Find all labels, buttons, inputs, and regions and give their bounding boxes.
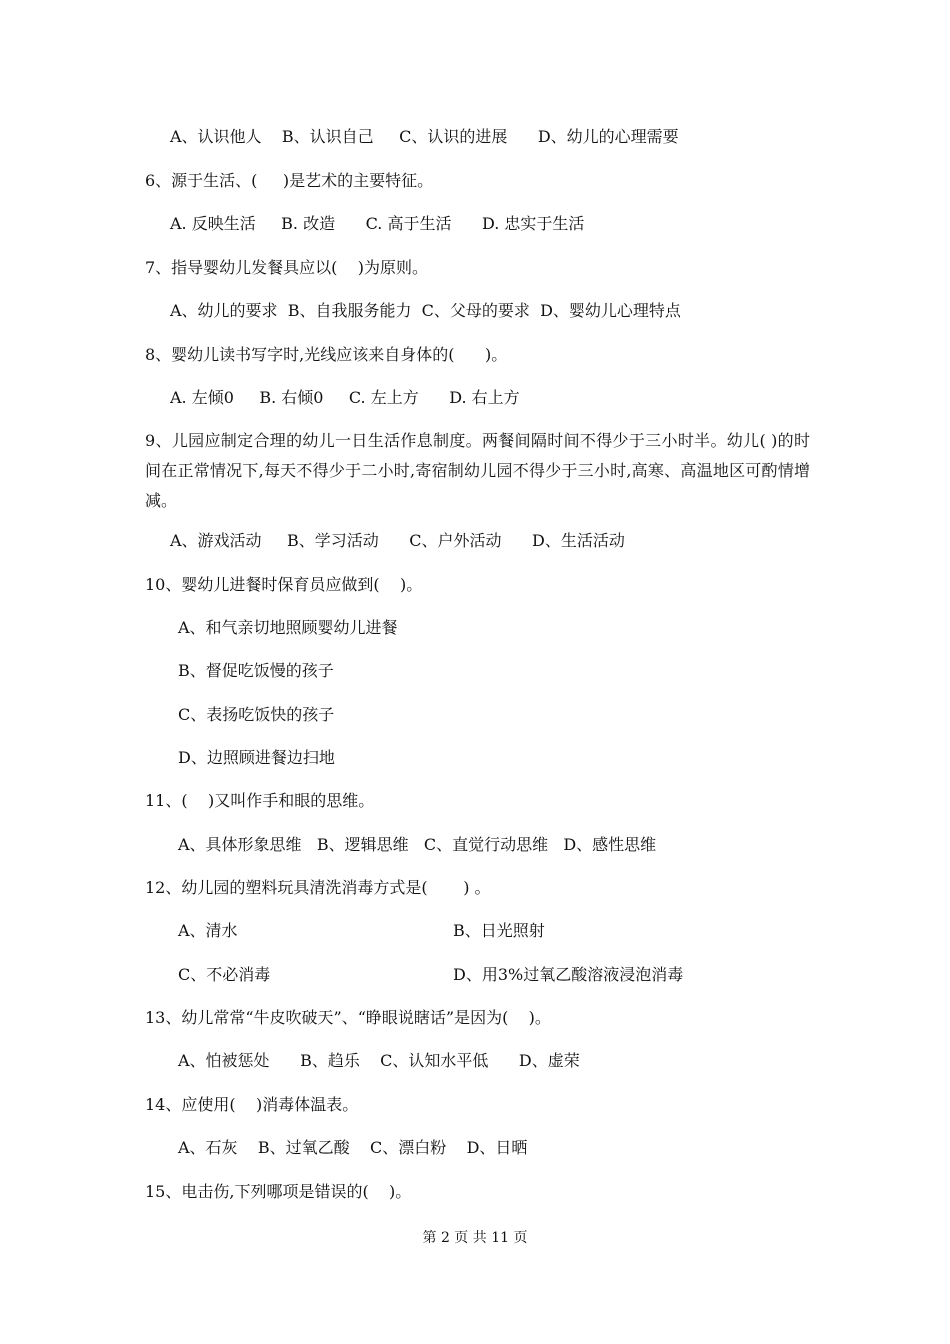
question-11-options: A、具体形象思维 B、逻辑思维 C、直觉行动思维 D、感性思维 bbox=[178, 835, 657, 854]
question-14-options: A、石灰 B、过氧乙酸 C、漂白粉 D、日晒 bbox=[178, 1138, 528, 1157]
question-12-option-a: A、清水 bbox=[178, 921, 238, 940]
question-12-stem: 12、幼儿园的塑料玩具清洗消毒方式是( ) 。 bbox=[145, 878, 491, 897]
question-14-stem: 14、应使用( )消毒体温表。 bbox=[145, 1095, 359, 1114]
page-footer: 第 2 页 共 11 页 bbox=[422, 1230, 528, 1246]
question-12-option-d: D、用3%过氧乙酸溶液浸泡消毒 bbox=[453, 965, 684, 984]
question-7-stem: 7、指导婴幼儿发餐具应以( )为原则。 bbox=[145, 258, 429, 277]
question-12-option-c: C、不必消毒 bbox=[178, 965, 271, 984]
question-10-option-c: C、表扬吃饭快的孩子 bbox=[178, 705, 335, 724]
question-13-stem: 13、幼儿常常“牛皮吹破天”、“睁眼说瞎话”是因为( )。 bbox=[145, 1008, 551, 1027]
question-10-option-a: A、和气亲切地照顾婴幼儿进餐 bbox=[178, 618, 398, 637]
question-10-option-b: B、督促吃饭慢的孩子 bbox=[178, 661, 334, 680]
question-8-options: A. 左倾0 B. 右倾0 C. 左上方 D. 右上方 bbox=[170, 388, 520, 407]
question-10-stem: 10、婴幼儿进餐时保育员应做到( )。 bbox=[145, 575, 423, 594]
question-12-option-b: B、日光照射 bbox=[453, 921, 545, 940]
question-9-options: A、游戏活动 B、学习活动 C、户外活动 D、生活活动 bbox=[170, 531, 625, 550]
question-8-stem: 8、婴幼儿读书写字时,光线应该来自身体的( )。 bbox=[145, 345, 508, 364]
question-7-options: A、幼儿的要求 B、自我服务能力 C、父母的要求 D、婴幼儿心理特点 bbox=[170, 301, 681, 320]
question-11-stem: 11、( )又叫作手和眼的思维。 bbox=[145, 791, 375, 810]
question-5-options: A、认识他人 B、认识自己 C、认识的进展 D、幼儿的心理需要 bbox=[170, 127, 679, 146]
question-6-options: A. 反映生活 B. 改造 C. 高于生活 D. 忠实于生活 bbox=[170, 214, 585, 233]
question-6-stem: 6、源于生活、( )是艺术的主要特征。 bbox=[145, 171, 434, 190]
question-13-options: A、怕被惩处 B、趋乐 C、认知水平低 D、虚荣 bbox=[178, 1051, 580, 1070]
question-9-stem: 9、儿园应制定合理的幼儿一日生活作息制度。两餐间隔时间不得少于三小时半。幼儿( )的时间在正常情况下,每天不得少于二小时,寄宿制幼儿园不得少于三小时,高寒、高温地区可酌情增减。 bbox=[145, 431, 810, 510]
question-10-option-d: D、边照顾进餐边扫地 bbox=[178, 748, 335, 767]
question-15-stem: 15、电击伤,下列哪项是错误的( )。 bbox=[145, 1182, 412, 1201]
